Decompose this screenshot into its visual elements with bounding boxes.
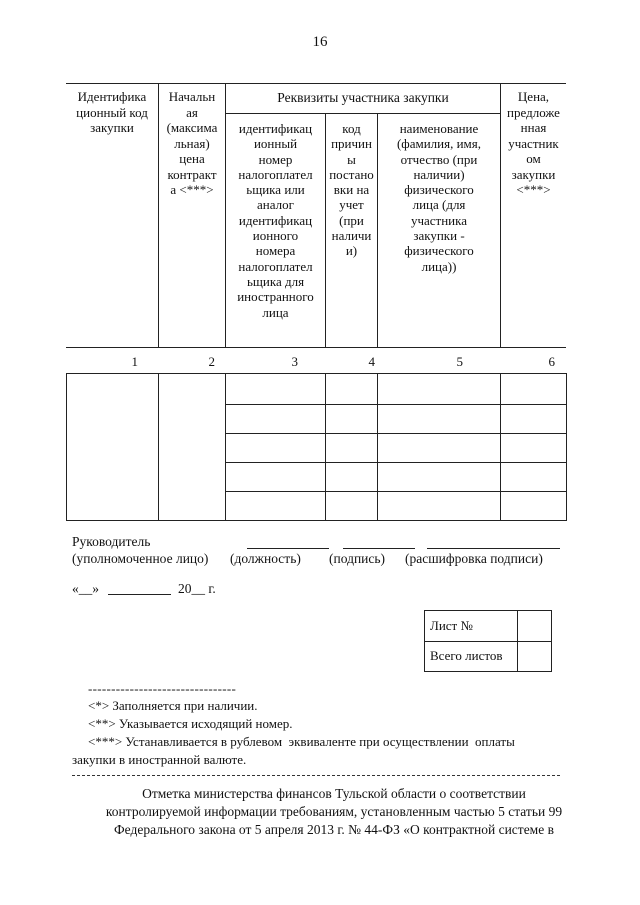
- header-line: код: [342, 121, 361, 136]
- header-line: (при: [339, 212, 364, 228]
- decoding-blank: [427, 548, 560, 549]
- row-line: [225, 462, 566, 463]
- table-top-border: [66, 83, 566, 84]
- head-label: Руководитель: [72, 534, 151, 549]
- header-initial-price: [159, 89, 225, 198]
- body-top-border: [66, 373, 566, 374]
- header-line: закупки: [511, 166, 556, 182]
- header-procurement-id: [66, 89, 158, 136]
- body-col-divider: [225, 373, 226, 521]
- header-line: вки на: [333, 182, 370, 198]
- body-right-border: [566, 373, 567, 521]
- sheet-info-box: [424, 610, 552, 672]
- footnote-3-line1: <***> Устанавливается в рублевом эквиваленте при осуществлении оплаты: [88, 734, 515, 749]
- dashed-divider: [72, 775, 560, 776]
- header-line: нная: [520, 120, 547, 135]
- header-line: ы: [347, 151, 356, 167]
- header-kpp: [326, 121, 377, 259]
- header-line: наименование: [399, 121, 479, 136]
- header-line: цена: [179, 151, 205, 166]
- header-line: отчество (при: [400, 151, 478, 167]
- header-bottom-border: [66, 347, 566, 348]
- header-line: иностранного: [237, 289, 314, 305]
- approval-line-3: Федерального закона от 5 апреля 2013 г. № 44-ФЗ «О контрактной системе в: [114, 822, 554, 837]
- header-line: причин: [331, 136, 372, 152]
- header-line: идентификац: [238, 212, 313, 228]
- position-label: (должность): [230, 551, 301, 566]
- header-line: контракт: [167, 166, 217, 182]
- header-line: идентификац: [238, 121, 313, 136]
- row-line: [225, 433, 566, 434]
- total-sheets-row: [425, 641, 551, 671]
- position-blank: [247, 548, 329, 549]
- header-name: [378, 121, 500, 274]
- header-line: закупки -: [413, 228, 465, 244]
- date-year: 20__ г.: [178, 581, 216, 596]
- header-participant-details: Реквизиты участника закупки: [277, 90, 449, 105]
- header-offer-price: [501, 89, 566, 198]
- header-line: номера: [255, 243, 296, 259]
- date-month-blank: [108, 594, 171, 595]
- header-line: физического: [404, 243, 474, 259]
- column-number: 1: [131, 354, 138, 369]
- header-line: аналог: [257, 197, 294, 213]
- body-col-divider: [500, 373, 501, 521]
- header-line: учет: [339, 197, 364, 213]
- row-line: [225, 491, 566, 492]
- footnote-3-line2: закупки в иностранной валюте.: [72, 752, 247, 767]
- authorized-person-label: (уполномоченное лицо): [72, 551, 209, 566]
- header-line: лица)): [421, 258, 457, 274]
- table-bottom-border: [66, 520, 566, 521]
- column-number: 3: [291, 354, 298, 369]
- header-line: Начальн: [168, 89, 216, 104]
- header-line: лица: [262, 304, 289, 320]
- header-line: (максима: [166, 120, 218, 135]
- body-col-divider: [325, 373, 326, 521]
- page-number: 16: [312, 34, 328, 50]
- header-tax-id: [226, 121, 325, 320]
- header-line: номер: [258, 151, 293, 167]
- sheet-number-row: [425, 611, 551, 642]
- header-line: и): [345, 243, 358, 259]
- header-line: а <***>: [170, 182, 214, 197]
- header-line: закупки: [90, 120, 134, 135]
- header-line: Цена,: [517, 89, 550, 104]
- footnote-separator: --------------------------------: [88, 681, 237, 696]
- header-line: ионный: [253, 136, 298, 152]
- body-left-border: [66, 373, 67, 521]
- header-line: ьщика или: [246, 182, 305, 198]
- header-line: налогоплател: [238, 258, 313, 274]
- date-day: «__»: [72, 581, 99, 596]
- header-line: ом: [526, 151, 541, 166]
- decoding-label: (расшифровка подписи): [405, 551, 543, 566]
- sheet-number-label: Лист №: [430, 618, 473, 633]
- column-number: 6: [548, 354, 555, 369]
- footnote-1: <*> Заполняется при наличии.: [88, 698, 258, 713]
- header-line: (фамилия, имя,: [396, 136, 482, 152]
- header-line: ьщика для: [246, 273, 305, 289]
- sheet-number-value: [517, 611, 552, 641]
- header-line: <***>: [516, 182, 551, 197]
- header-line: ионного: [252, 228, 299, 244]
- total-sheets-value: [517, 641, 552, 671]
- signature-blank: [343, 548, 415, 549]
- header-line: ционный код: [76, 104, 148, 120]
- header-line: налогоплател: [238, 166, 313, 182]
- total-sheets-label: Всего листов: [430, 648, 503, 663]
- signature-label: (подпись): [329, 551, 386, 566]
- header-line: Идентифика: [77, 89, 147, 104]
- header-line: ая: [186, 104, 198, 120]
- header-line: предложе: [507, 104, 560, 120]
- header-line: наличи: [331, 228, 372, 244]
- row-line: [225, 404, 566, 405]
- header-line: льная): [174, 135, 210, 151]
- body-col-divider: [377, 373, 378, 521]
- header-line: физического: [404, 182, 474, 198]
- footnote-2: <**> Указывается исходящий номер.: [88, 716, 293, 731]
- header-line: постано: [329, 166, 374, 182]
- header-line: лица (для: [412, 197, 466, 213]
- approval-line-1: Отметка министерства финансов Тульской области о соответствии: [142, 786, 526, 801]
- column-number: 2: [208, 354, 215, 369]
- column-number: 4: [368, 354, 375, 369]
- header-line: участника: [410, 212, 468, 228]
- subheader-line: [225, 113, 500, 114]
- approval-line-2: контролируемой информации требованиям, установленным частью 5 статьи 99: [105, 804, 563, 819]
- column-number: 5: [456, 354, 463, 369]
- header-line: наличии): [413, 166, 465, 182]
- header-line: участник: [508, 135, 559, 151]
- body-col-divider: [158, 373, 159, 521]
